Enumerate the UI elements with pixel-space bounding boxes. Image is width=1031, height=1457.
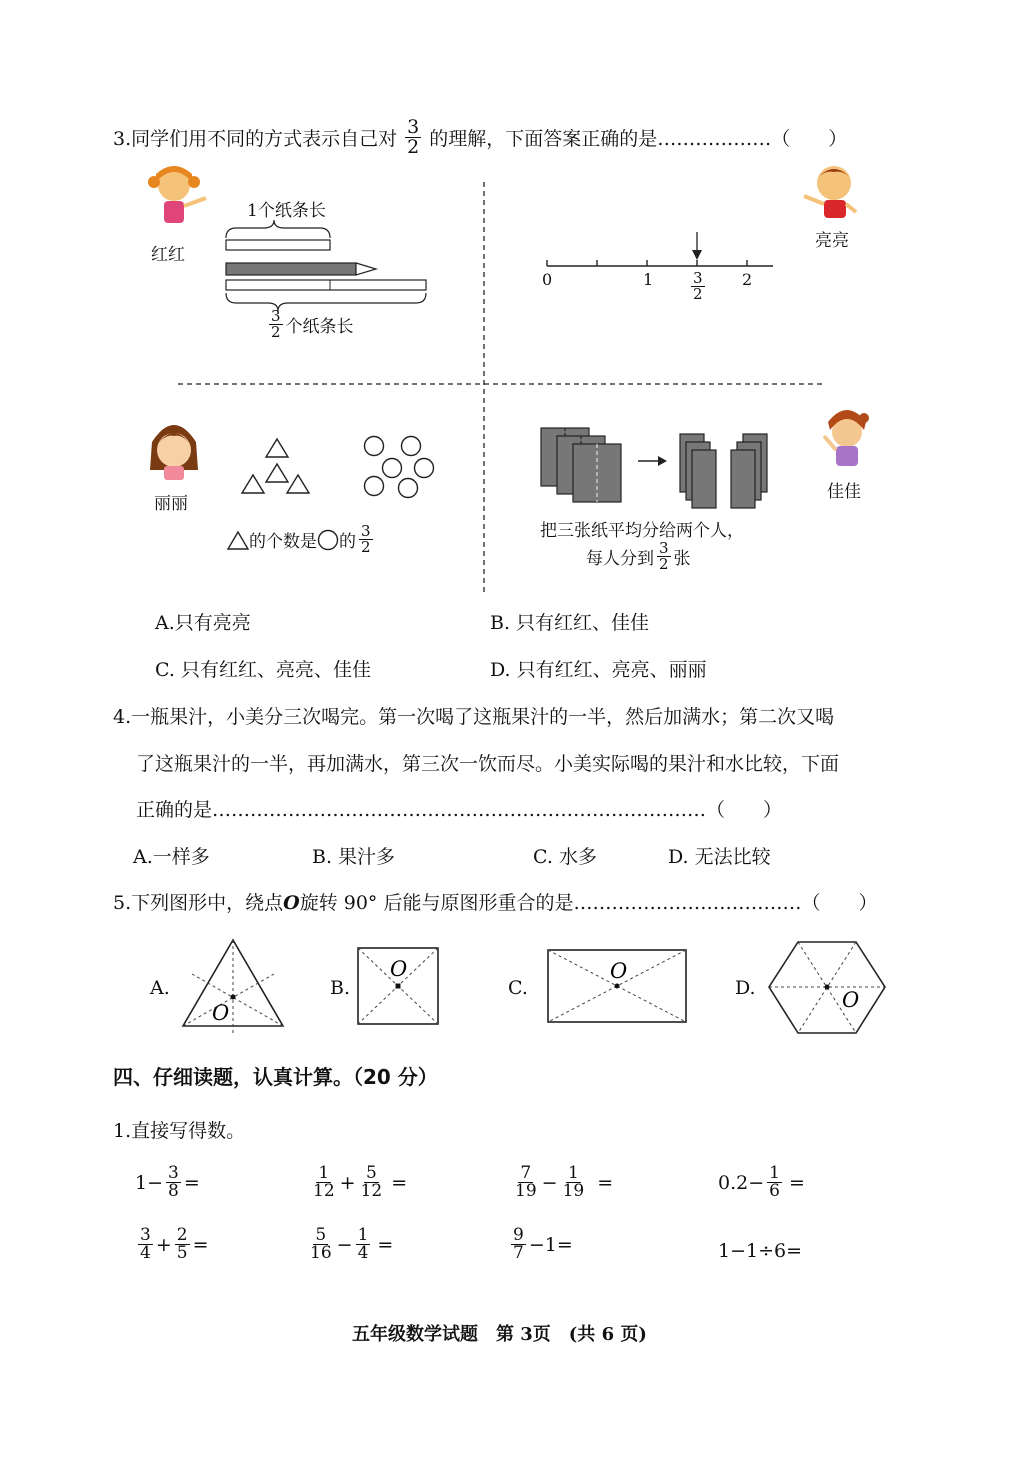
hong-bottom-label: $\frac{3}{2}$ 个纸条长 [271, 307, 354, 341]
triangle-figure [183, 940, 283, 1036]
calc-item-6[interactable]: $\frac{5}{16}$ − $\frac{1}{4}$ = [310, 1225, 394, 1263]
q3-option-d[interactable]: D. 只有红红、亮亮、丽丽 [490, 659, 707, 681]
arrow-icon [638, 456, 667, 466]
q5-label-d[interactable]: D. [735, 977, 756, 999]
tick-label-0: 0 [542, 270, 553, 289]
jia-caption-1: 把三张纸平均分给两个人， [540, 521, 744, 541]
center-label-b: O [390, 957, 408, 981]
section-sub: 1.直接写得数。 [113, 1120, 246, 1142]
hong-avatar-icon [148, 166, 206, 223]
hong-top-label: 1个纸条长 [247, 201, 326, 221]
q3-option-a[interactable]: A.只有亮亮 [155, 612, 251, 634]
center-label-a: O [212, 1001, 230, 1025]
jia-caption-2: 每人分到 $\frac{3}{2}$ 张 [586, 539, 691, 573]
q4-line-3: 正确的是……………………………………………………………………（ ） [136, 799, 783, 821]
q3-option-c[interactable]: C. 只有红红、亮亮、佳佳 [155, 659, 371, 681]
circle-icon [317, 529, 339, 551]
calc-item-3[interactable]: $\frac{7}{19}$ − $\frac{1}{19}$ = [515, 1163, 614, 1201]
calc-item-4[interactable]: 0.2− $\frac{1}{6}$ = [718, 1163, 805, 1201]
li-avatar-icon [150, 425, 198, 480]
q3-option-b[interactable]: B. 只有红红、佳佳 [490, 612, 650, 634]
center-label-c: O [610, 959, 628, 983]
li-caption: 的个数是 的 $\frac{3}{2}$ [227, 524, 376, 555]
halved-papers-icon [680, 434, 767, 508]
pencil-icon [226, 263, 356, 275]
q3-fraction: $\frac{3}{2}$ [407, 116, 420, 158]
circles-group [365, 437, 434, 498]
jia-avatar-icon [824, 410, 869, 466]
liang-number-line [547, 232, 773, 266]
triangle-icon [227, 530, 249, 550]
hexagon-figure [769, 942, 885, 1033]
q4-option-b[interactable]: B. 果汁多 [312, 846, 396, 868]
liang-avatar-icon [804, 166, 856, 218]
tick-label-3-2: $\frac{3}{2}$ [693, 269, 703, 303]
calc-item-7[interactable]: $\frac{9}{7}$ −1 = [513, 1225, 573, 1263]
three-papers-icon [541, 428, 621, 502]
triangles-group [242, 439, 309, 493]
tick-label-2: 2 [742, 270, 753, 289]
calc-item-1[interactable]: 1− $\frac{3}{8}$ = [135, 1163, 200, 1201]
center-label-d: O [842, 988, 860, 1012]
section-title: 四、仔细读题，认真计算。（20 分） [113, 1065, 438, 1089]
q5-stem: 5.下列图形中，绕点O旋转 90° 后能与原图形重合的是………………………………（ ） [113, 892, 878, 914]
q4-line-2: 了这瓶果汁的一半，再加满水，第三次一饮而尽。小美实际喝的果汁和水比较，下面 [136, 753, 840, 775]
q4-option-d[interactable]: D. 无法比较 [668, 846, 771, 868]
hong-strip [226, 240, 330, 250]
calc-item-8[interactable]: 1−1÷6= [718, 1240, 803, 1262]
page-footer: 五年级数学试题 第 3页 (共 6 页) [352, 1324, 647, 1345]
hong-top-brace [226, 220, 330, 238]
tick-label-1: 1 [643, 270, 654, 289]
liang-name: 亮亮 [815, 231, 849, 251]
q3-suffix: 的理解，下面答案正确的是………………（ ） [429, 128, 848, 150]
q5-label-a[interactable]: A. [150, 977, 170, 999]
q4-option-c[interactable]: C. 水多 [533, 846, 597, 868]
q4-option-a[interactable]: A.一样多 [133, 846, 210, 868]
q5-label-b[interactable]: B. [330, 977, 351, 999]
hong-name: 红红 [151, 245, 185, 265]
calc-item-2[interactable]: $\frac{1}{12}$ + $\frac{5}{12}$ = [313, 1163, 408, 1201]
q4-line-1: 4.一瓶果汁，小美分三次喝完。第一次喝了这瓶果汁的一半，然后加满水；第二次又喝 [113, 706, 835, 728]
hong-long-strip [226, 280, 426, 290]
q5-figures [170, 930, 890, 1040]
li-name: 丽丽 [154, 494, 188, 514]
calc-item-5[interactable]: $\frac{3}{4}$ + $\frac{2}{5}$ = [140, 1225, 209, 1263]
q5-label-c[interactable]: C. [508, 977, 528, 999]
point-o: O [283, 892, 300, 914]
q3-stem [113, 118, 847, 157]
q3-prefix: 3.同学们用不同的方式表示自己对 [113, 128, 398, 150]
jia-name: 佳佳 [827, 482, 861, 502]
